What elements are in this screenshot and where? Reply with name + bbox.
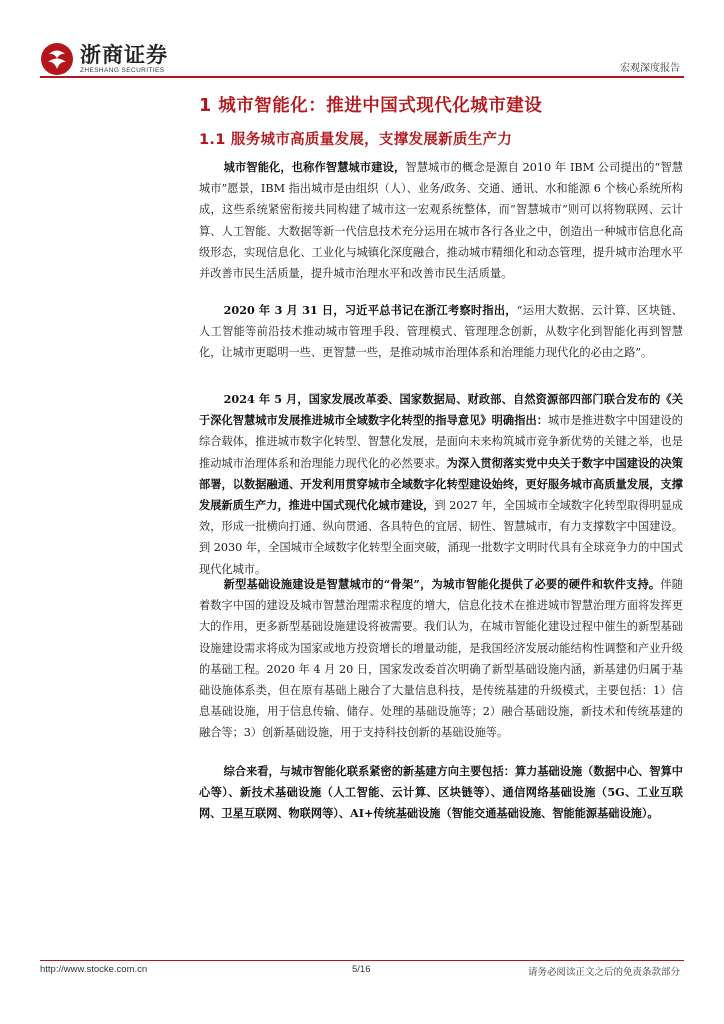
paragraph-summary <box>199 761 683 825</box>
paragraph-body: 智慧城市的概念是源自 2010 年 IBM 公司提出的“智慧城市”愿景，IBM 指出城市是由组织（人）、业务/政务、交通、通讯、水和能源 6 个核心系统所构成，这些系统紧密衔接共同构建了城市这一宏观系统整体，而“智慧城市”则可以将物联网、云计算、人工智能、大数据等新一代信息技术充分运用在城市各行各业之中，创造出一种城市信息化高级形态，实现信息化、工业化与城镇化深度融合，推动城市精细化和动态管理，提升城市治理水平并改善市民生活质量，提升城市治理水平和改善市民生活质量。 <box>199 161 683 281</box>
paragraph-zhejiang-inspection <box>199 300 683 364</box>
footer-disclaimer: 请务必阅读正文之后的免责条款部分 <box>527 967 680 978</box>
zheshang-logo-icon <box>40 42 74 76</box>
logo-chinese-name: 浙商证券 <box>80 43 168 67</box>
paragraph-body: 伴随着数字中国的建设及城市智慧治理需求程度的增大，信息化技术在推进城市智慧治理方面将发挥更大的作用，更多新型基础设施建设将被需要。我们认为，在城市智能化建设过程中催生的新型基础设施建设需求将成为国家或地方投资增长的增量动能，是我国经济发展动能结构性调整和产业升级的基础工程。2020 年 4 月 20 日，国家发改委首次明确了新型基础设施内涵，新基建仍归属于基础设施体系类，但在原有基础上融合了大量信息科技，是传统基建的升级模式，主要包括：1）信息基础设施，用于信息传输、储存、处理的基础设施等；2）融合基础设施，新技术和传统基建的融合等；3）创新基础设施，用于支持科技创新的基础设施等。 <box>199 578 683 740</box>
subsection-heading: 1.1 服务城市高质量发展，支撑发展新质生产力 <box>199 132 513 148</box>
page-number: 5/16 <box>352 964 371 975</box>
footer-website-link[interactable]: http://www.stocke.com.cn <box>40 964 148 975</box>
paragraph-body-end: 到 2027 年，全国城市全域数字化转型取得明显成效，形成一批横向打通、纵向贯通、各具特色的宜居、韧性、智慧城市，有力支撑数字中国建设。到 2030 年，全国城市全域数字化转型全面突破，涌现一批数字文明时代具有全球竞争力的中国式现代化城市。 <box>199 499 683 576</box>
header-divider <box>40 76 684 78</box>
paragraph-guidance-opinion <box>199 389 683 580</box>
logo-english-name: ZHESHANG SECURITIES <box>80 67 165 74</box>
company-logo <box>40 42 168 76</box>
paragraph-lead: 新型基础设施建设是智慧城市的“骨架”，为城市智能化提供了必要的硬件和软件支持。 <box>223 577 661 591</box>
paragraph-lead: 2024 年 5 月，国家发展改革委、国家数据局、财政部、自然资源部四部门联合发布的《关于深化智慧城市发展推进城市全域数字化转型的指导意见》明确指出： <box>199 392 683 428</box>
paragraph-new-infrastructure <box>199 574 683 744</box>
paragraph-body: “运用大数据、云计算、区块链、人工智能等前沿技术推动城市管理手段、管理模式、管理理念创新，从数字化到智能化再到智慧化，让城市更聪明一些、更智慧一些，是推动城市治理体系和治理能力现代化的必由之路”。 <box>199 304 683 360</box>
footer-divider <box>40 960 684 961</box>
paragraph-lead: 综合来看，与城市智能化联系紧密的新基建方向主要包括：算力基础设施（数据中心、智算中心等）、新技术基础设施（人工智能、云计算、区块链等）、通信网络基础设施（5G、工业互联网、卫星互联网、物联网等）、AI+传统基础设施（智能交通基础设施、智能能源基础设施）。 <box>199 764 683 821</box>
section-heading: 1 城市智能化：推进中国式现代化城市建设 <box>199 96 543 116</box>
paragraph-lead: 2020 年 3 月 31 日，习近平总书记在浙江考察时指出， <box>223 303 517 317</box>
paragraph-body: 城市是推进数字中国建设的综合载体，推进城市数字化转型、智慧化发展，是面向未来构筑城市竞争新优势的关键之举，也是推动城市治理体系和治理能力现代化的必然要求。 <box>199 414 683 470</box>
report-type-label: 宏观深度报告 <box>620 63 680 74</box>
paragraph-emphasis: 为深入贯彻落实党中央关于数字中国建设的决策部署，以数据融通、开发利用贯穿城市全域数字化转型建设始终，更好服务城市高质量发展，支撑发展新质生产力，推进中国式现代化城市建设， <box>199 455 683 513</box>
paragraph-smart-city-definition <box>199 157 683 284</box>
paragraph-lead: 城市智能化，也称作智慧城市建设， <box>223 160 406 174</box>
